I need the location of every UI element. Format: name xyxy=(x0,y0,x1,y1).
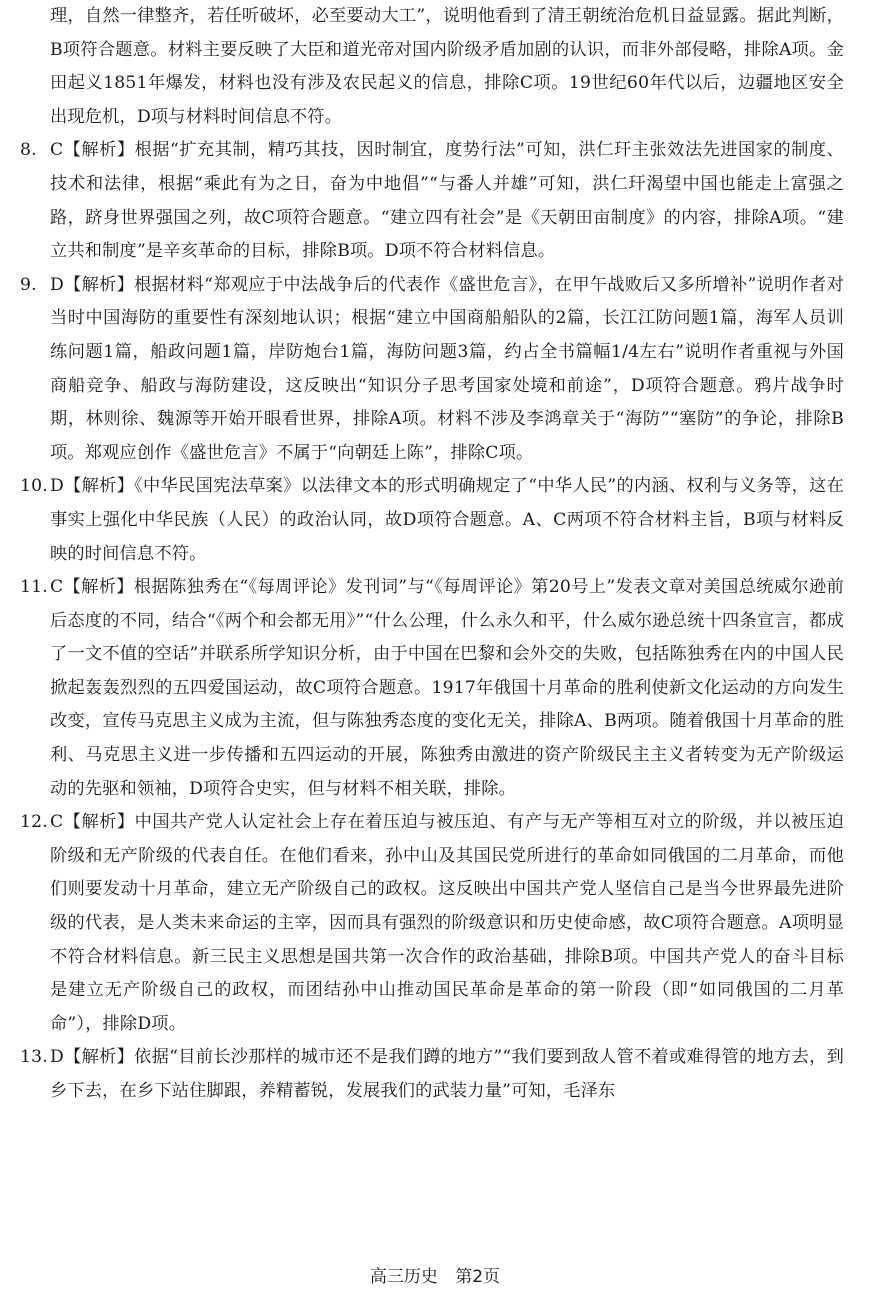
item-number: 11. xyxy=(20,577,48,598)
item-number: 13. xyxy=(20,1047,48,1068)
footer-page-number: 第2页 xyxy=(455,1267,501,1287)
item-number: 10. xyxy=(20,476,48,497)
answer-item-10 xyxy=(20,470,844,571)
item-number: 9. xyxy=(20,274,37,295)
item-number: 8. xyxy=(20,140,37,161)
item-text: D【解析】根据材料“郑观应于中法战争后的代表作《盛世危言》，在甲午战败后又多所增补”说明作者对当时中国海防的重要性有深刻地认识；根据“建立中国商船船队的2篇，长江江防问题1篇，海军人员训练问题1篇，船政问题1篇，岸防炮台1篇，海防问题3篇，约占全书篇幅1/4左右”说明作者重视与外国商船竞争、船政与海防建设，这反映出“知识分子思考国家处境和前途”，D项符合题意。鸦片战争时期，林则徐、魏源等开始开眼看世界，排除A项。材料不涉及李鸿章关于“海防”“塞防”的争论，排除B项。郑观应创作《盛世危言》不属于“向朝廷上陈”，排除C项。 xyxy=(50,274,844,463)
answer-item-11 xyxy=(20,571,844,806)
item-text: D【解析】依据“目前长沙那样的城市还不是我们蹲的地方”“我们要到敌人管不着或难得管的地方去，到乡下去，在乡下站住脚跟，养精蓄锐，发展我们的武装力量”可知，毛泽东 xyxy=(50,1047,844,1101)
item-text: C【解析】根据“扩充其制，精巧其技，因时制宜，度势行法”可知，洪仁玕主张效法先进国家的制度、技术和法律，根据“乘此有为之日，奋为中地倡”“与番人并雄”可知，洪仁玕渴望中国也能走上富强之路，跻身世界强国之列，故C项符合题意。“建立四有社会”是《天朝田亩制度》的内容，排除A项。“建立共和制度”是辛亥革命的目标，排除B项。D项不符合材料信息。 xyxy=(50,140,844,262)
answer-content xyxy=(20,0,844,1109)
page-footer xyxy=(0,1262,870,1287)
continued-paragraph: 理，自然一律整齐，若任听破坏，必至要动大工”，说明他看到了清王朝统治危机日益显露。据此判断，B项符合题意。材料主要反映了大臣和道光帝对国内阶级矛盾加剧的认识，而非外部侵略，排除A项。金田起义1851年爆发，材料也没有涉及农民起义的信息，排除C项。19世纪60年代以后，边疆地区安全出现危机，D项与材料时间信息不符。 xyxy=(50,6,844,127)
answer-item-9 xyxy=(20,269,844,471)
answer-item-8 xyxy=(20,134,844,268)
footer-subject: 高三历史 xyxy=(369,1267,438,1287)
answer-item-13 xyxy=(20,1041,844,1108)
item-text: C【解析】根据陈独秀在“《每周评论》发刊词”与“《每周评论》第20号上”发表文章对美国总统威尔逊前后态度的不同，结合“《两个和会都无用》”“什么公理，什么永久和平，什么威尔逊总统十四条宣言，都成了一文不值的空话”并联系所学知识分析，由于中国在巴黎和会外交的失败，包括陈独秀在内的中国人民掀起轰轰烈烈的五四爱国运动，故C项符合题意。1917年俄国十月革命的胜利使新文化运动的方向发生改变，宣传马克思主义成为主流，但与陈独秀态度的变化无关，排除A、B两项。随着俄国十月革命的胜利、马克思主义进一步传播和五四运动的开展，陈独秀由激进的资产阶级民主主义者转变为无产阶级运动的先驱和领袖，D项符合史实，但与材料不相关联，排除。 xyxy=(50,577,844,799)
item-number: 12. xyxy=(20,812,48,833)
item-text: D【解析】《中华民国宪法草案》以法律文本的形式明确规定了“中华人民”的内涵、权利与义务等，这在事实上强化中华民族（人民）的政治认同，故D项符合题意。A、C两项不符合材料主旨，B项与材料反映的时间信息不符。 xyxy=(50,476,844,564)
item-text: C【解析】中国共产党人认定社会上存在着压迫与被压迫、有产与无产等相互对立的阶级，并以被压迫阶级和无产阶级的代表自任。在他们看来，孙中山及其国民党所进行的革命如同俄国的二月革命，而他们则要发动十月革命，建立无产阶级自己的政权。这反映出中国共产党人坚信自己是当今世界最先进阶级的代表，是人类未来命运的主宰，因而具有强烈的阶级意识和历史使命感，故C项符合题意。A项明显不符合材料信息。新三民主义思想是国共第一次合作的政治基础，排除B项。中国共产党人的奋斗目标是建立无产阶级自己的政权，而团结孙中山推动国民革命是革命的第一阶段（即“如同俄国的二月革命”），排除D项。 xyxy=(50,812,844,1034)
answer-item-12 xyxy=(20,806,844,1041)
